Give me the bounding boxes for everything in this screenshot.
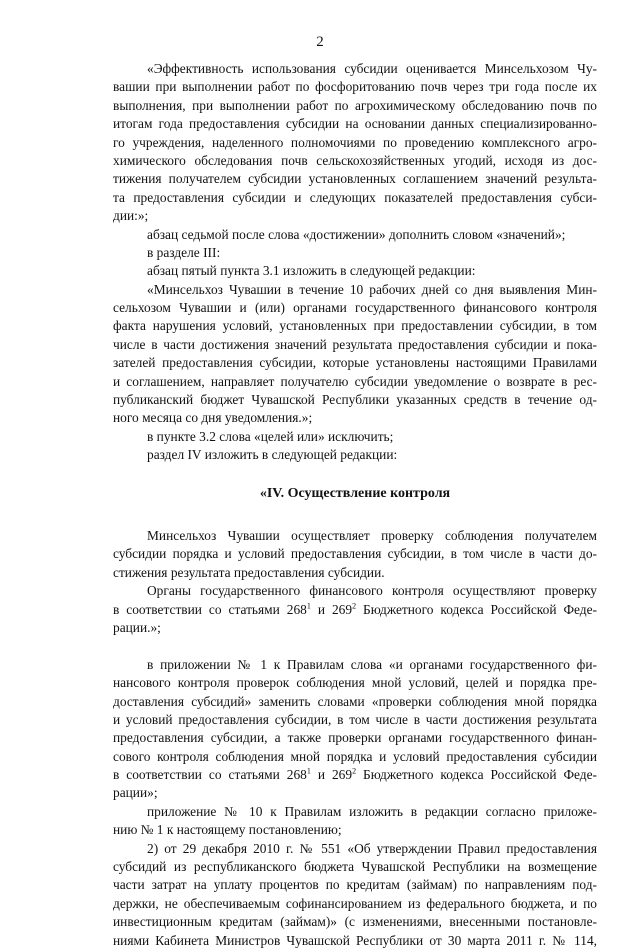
text-line bbox=[113, 207, 597, 225]
text-line-content: субсидии порядка и условий предоставления субсидии, в том числе в части до- bbox=[113, 546, 597, 562]
text-line-content: в соответствии со статьями 268 bbox=[113, 767, 307, 783]
text-line-content: инвестиционным кредитам (займам)» (с изменениями, внесенными постановле- bbox=[113, 914, 597, 930]
text-line bbox=[113, 226, 597, 244]
text-line bbox=[113, 729, 597, 747]
text-line-content: в пункте 3.2 слова «целей или» исключить; bbox=[147, 428, 394, 444]
text-line-content: и 269 bbox=[310, 767, 353, 783]
text-line-content: зателей предоставления субсидии, которые установлены настоящими Правилами bbox=[113, 355, 597, 371]
text-line-content: доставления субсидий» заменить словами «проверки соблюдения мной порядка bbox=[113, 693, 597, 709]
text-line-content: итогам года предоставления субсидии на основании данных специализированно- bbox=[113, 116, 597, 132]
text-line bbox=[113, 711, 597, 729]
text-line bbox=[113, 895, 597, 913]
text-line bbox=[113, 281, 597, 299]
text-line-content: абзац седьмой после слова «достижении» дополнить словом «значений»; bbox=[147, 226, 566, 242]
text-line-content: дии:»; bbox=[113, 208, 149, 224]
text-line-content: и соглашением, направляет получателю субсидии уведомление о возврате в рес- bbox=[113, 373, 597, 389]
text-line-content: ного месяца со дня уведомления.»; bbox=[113, 410, 313, 426]
text-line bbox=[113, 317, 597, 335]
text-line-content: рации.»; bbox=[113, 619, 161, 635]
text-line bbox=[113, 674, 597, 692]
text-line-content: части затрат на уплату процентов по кредитам (займам) по направлениям под- bbox=[113, 877, 597, 893]
text-line bbox=[113, 766, 597, 784]
text-line-content: приложение № 10 к Правилам изложить в редакции согласно приложе- bbox=[147, 803, 597, 819]
text-line-content: «Эффективность использования субсидии оценивается Минсельхозом Чу- bbox=[147, 61, 597, 76]
text-line-content: в разделе III: bbox=[147, 244, 221, 260]
text-line bbox=[113, 619, 597, 637]
text-line bbox=[113, 784, 597, 802]
text-line-content: вашии при выполнении работ по фосфоритованию почв через три года после их bbox=[113, 79, 597, 95]
text-line bbox=[113, 656, 597, 674]
text-line bbox=[113, 446, 597, 464]
text-line-content: в приложении № 1 к Правилам слова «и органами государственного фи- bbox=[147, 656, 597, 672]
text-line-content: субсидий из республиканского бюджета Чувашской Республики на возмещение bbox=[113, 859, 597, 875]
text-line bbox=[113, 564, 597, 582]
text-line bbox=[113, 354, 597, 372]
text-line bbox=[113, 60, 597, 78]
text-line bbox=[113, 262, 597, 280]
page-number: 2 bbox=[316, 34, 324, 50]
text-line bbox=[113, 601, 597, 619]
text-line-content: та предоставления субсидии и следующих показателей предоставления субси- bbox=[113, 189, 597, 205]
text-line bbox=[113, 582, 597, 600]
text-line bbox=[113, 876, 597, 894]
document-body bbox=[113, 60, 597, 950]
text-line-content: го учреждения, наделенного полномочиями по проведению комплексного агро- bbox=[113, 134, 597, 150]
text-line-content: выполнения, при выполнении работ по агрохимическому обследованию почв по bbox=[113, 97, 597, 113]
text-line-content: держки, не обеспечиваемым софинансированием из федерального бюджета, и по bbox=[113, 895, 597, 911]
text-line bbox=[113, 932, 597, 950]
text-line bbox=[113, 152, 597, 170]
text-line-content: рации»; bbox=[113, 785, 158, 801]
text-line-content: 2) от 29 декабря 2010 г. № 551 «Об утверждении Правил предоставления bbox=[147, 840, 597, 856]
text-line-content: факта нарушения условий, установленных при предоставлении субсидии, в том bbox=[113, 318, 597, 334]
text-line-content: нансового контроля проверок соблюдения мной условий, целей и порядка пре- bbox=[113, 675, 597, 691]
text-line-content: химического обследования почв сельскохозяйственных угодий, исходя из дос- bbox=[113, 152, 597, 168]
text-line bbox=[113, 821, 597, 839]
text-line-content: сового контроля соблюдения мной порядка и условий предоставления субсидии bbox=[113, 748, 597, 764]
text-line bbox=[113, 299, 597, 317]
text-block-amendments bbox=[113, 60, 597, 465]
text-line bbox=[113, 693, 597, 711]
text-line-content: числе в части достижения значений результата предоставления субсидии и пока- bbox=[113, 336, 597, 352]
text-line-content: нию № 1 к настоящему постановлению; bbox=[113, 822, 342, 838]
text-line bbox=[113, 545, 597, 563]
text-line bbox=[113, 391, 597, 409]
text-line-content: раздел IV изложить в следующей редакции: bbox=[147, 447, 398, 463]
text-line-content: абзац пятый пункта 3.1 изложить в следующей редакции: bbox=[147, 263, 476, 279]
text-line bbox=[113, 840, 597, 858]
text-line bbox=[113, 189, 597, 207]
superscript: 2 bbox=[352, 601, 357, 611]
text-line bbox=[113, 913, 597, 931]
text-line-content: «Минсельхоз Чувашии в течение 10 рабочих дней со дня выявления Мин- bbox=[147, 281, 597, 297]
text-line bbox=[113, 527, 597, 545]
text-line bbox=[113, 170, 597, 188]
text-line-content: и условий предоставления субсидии, в том числе в части достижения результата bbox=[113, 711, 597, 727]
text-line bbox=[113, 134, 597, 152]
text-line-content: ниями Кабинета Министров Чувашской Республики от 30 марта 2011 г. № 114, bbox=[113, 932, 597, 948]
text-line bbox=[113, 115, 597, 133]
text-line bbox=[113, 748, 597, 766]
text-line-content: Бюджетного кодекса Российской Феде- bbox=[356, 767, 598, 783]
text-line-content: тижения получателем субсидии установленных соглашением значений результа- bbox=[113, 171, 597, 187]
text-line-content: Бюджетного кодекса Российской Феде- bbox=[356, 601, 598, 617]
text-line bbox=[113, 244, 597, 262]
text-line bbox=[113, 428, 597, 446]
text-line-content: предоставления субсидии, а также проверки органами государственного финан- bbox=[113, 730, 597, 746]
text-line-content: стижения результата предоставления субсидии. bbox=[113, 564, 385, 580]
text-line bbox=[113, 336, 597, 354]
text-line-content: Органы государственного финансового контроля осуществляют проверку bbox=[147, 583, 597, 599]
text-line-content: и 269 bbox=[310, 601, 353, 617]
text-line-content: в соответствии со статьями 268 bbox=[113, 601, 307, 617]
text-block-control bbox=[113, 527, 597, 950]
text-line bbox=[113, 373, 597, 391]
text-line bbox=[113, 97, 597, 115]
superscript: 2 bbox=[352, 766, 357, 776]
superscript: 1 bbox=[306, 601, 311, 611]
section-heading: «IV. Осуществление контроля bbox=[259, 485, 451, 501]
paragraph-gap bbox=[113, 637, 597, 655]
superscript: 1 bbox=[306, 766, 311, 776]
text-line bbox=[113, 858, 597, 876]
text-line bbox=[113, 409, 597, 427]
text-line-content: сельхозом Чувашии и (или) органами государственного финансового контроля bbox=[113, 300, 597, 316]
text-line bbox=[113, 803, 597, 821]
text-line-content: публиканский бюджет Чувашской Республики указанных средств в течение од- bbox=[113, 392, 597, 408]
text-line-content: Минсельхоз Чувашии осуществляет проверку соблюдения получателем bbox=[147, 527, 597, 543]
text-line bbox=[113, 78, 597, 96]
